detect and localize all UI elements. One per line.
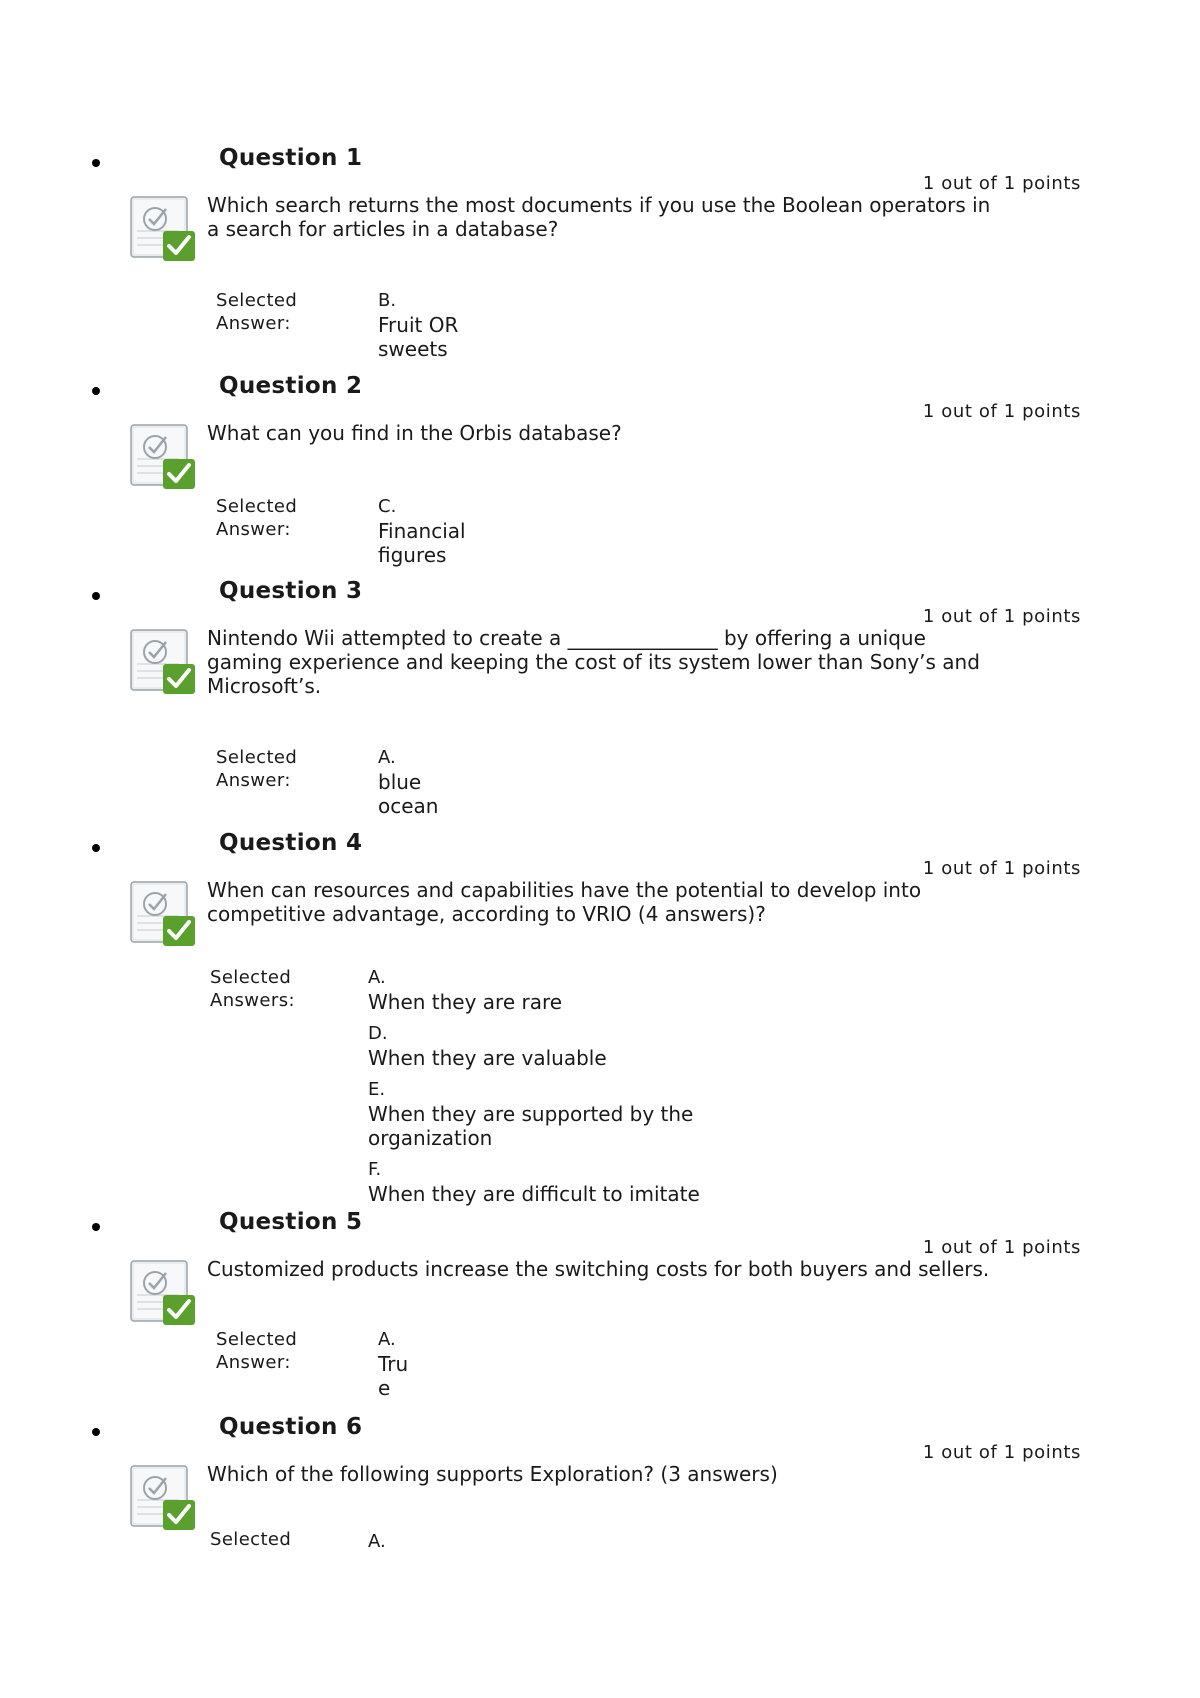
- selected-answer-label: Selected Answer:: [216, 1329, 298, 1373]
- points: 1 out of 1 points: [922, 1442, 1081, 1463]
- selected-answers-label: Selected Answers:: [210, 967, 295, 1011]
- selected-answer: C. Financial figures: [378, 496, 466, 567]
- question-text: Customized products increase the switching costs for both buyers and sellers.: [207, 1257, 990, 1281]
- answer-option: F. When they are difficult to imitate: [368, 1159, 700, 1206]
- points: 1 out of 1 points: [922, 606, 1081, 627]
- question-text: Nintendo Wii attempted to create a _______________ by offering a unique gaming experience and keeping the cost of its system lower than Sony’s and Microsoft’s.: [207, 626, 980, 698]
- selected-answer: B. Fruit OR sweets: [378, 290, 459, 361]
- selected-answers: A.: [368, 1531, 386, 1552]
- selected-answer: A. blue ocean: [378, 747, 439, 818]
- answer-option: E. When they are supported by the organization: [368, 1079, 694, 1150]
- question-title: Question 1: [219, 145, 363, 171]
- answer-option: A. When they are rare: [368, 967, 563, 1014]
- selected-answers-label: Selected: [210, 1529, 292, 1550]
- question-text: What can you find in the Orbis database?: [207, 421, 622, 445]
- points: 1 out of 1 points: [922, 401, 1081, 422]
- question-text: Which of the following supports Exploration? (3 answers): [207, 1462, 778, 1486]
- bullet: [92, 387, 100, 395]
- question-text: When can resources and capabilities have the potential to develop into competitive advantage, according to VRIO (4 answers)?: [207, 878, 922, 926]
- selected-answers: [368, 966, 728, 1214]
- question-title: Question 6: [219, 1414, 363, 1440]
- correct-check-icon: [129, 628, 197, 696]
- points: 1 out of 1 points: [922, 858, 1081, 879]
- points: 1 out of 1 points: [922, 1237, 1081, 1258]
- question-text: Which search returns the most documents if you use the Boolean operators in a search for articles in a database?: [207, 193, 991, 241]
- correct-check-icon: [129, 195, 197, 263]
- correct-check-icon: [129, 880, 197, 948]
- correct-check-icon: [129, 1464, 197, 1532]
- bullet: [92, 592, 100, 600]
- bullet: [92, 844, 100, 852]
- question-title: Question 2: [219, 373, 363, 399]
- question-title: Question 3: [219, 578, 363, 604]
- bullet: [92, 1223, 100, 1231]
- bullet: [92, 159, 100, 167]
- points: 1 out of 1 points: [922, 173, 1081, 194]
- question-title: Question 5: [219, 1209, 363, 1235]
- selected-answer-label: Selected Answer:: [216, 747, 298, 791]
- answer-option: D. When they are valuable: [368, 1023, 607, 1070]
- correct-check-icon: [129, 423, 197, 491]
- selected-answer-label: Selected Answer:: [216, 290, 298, 334]
- question-title: Question 4: [219, 830, 363, 856]
- selected-answer-label: Selected Answer:: [216, 496, 298, 540]
- selected-answer: A. Tru e: [378, 1329, 409, 1400]
- correct-check-icon: [129, 1259, 197, 1327]
- bullet: [92, 1428, 100, 1436]
